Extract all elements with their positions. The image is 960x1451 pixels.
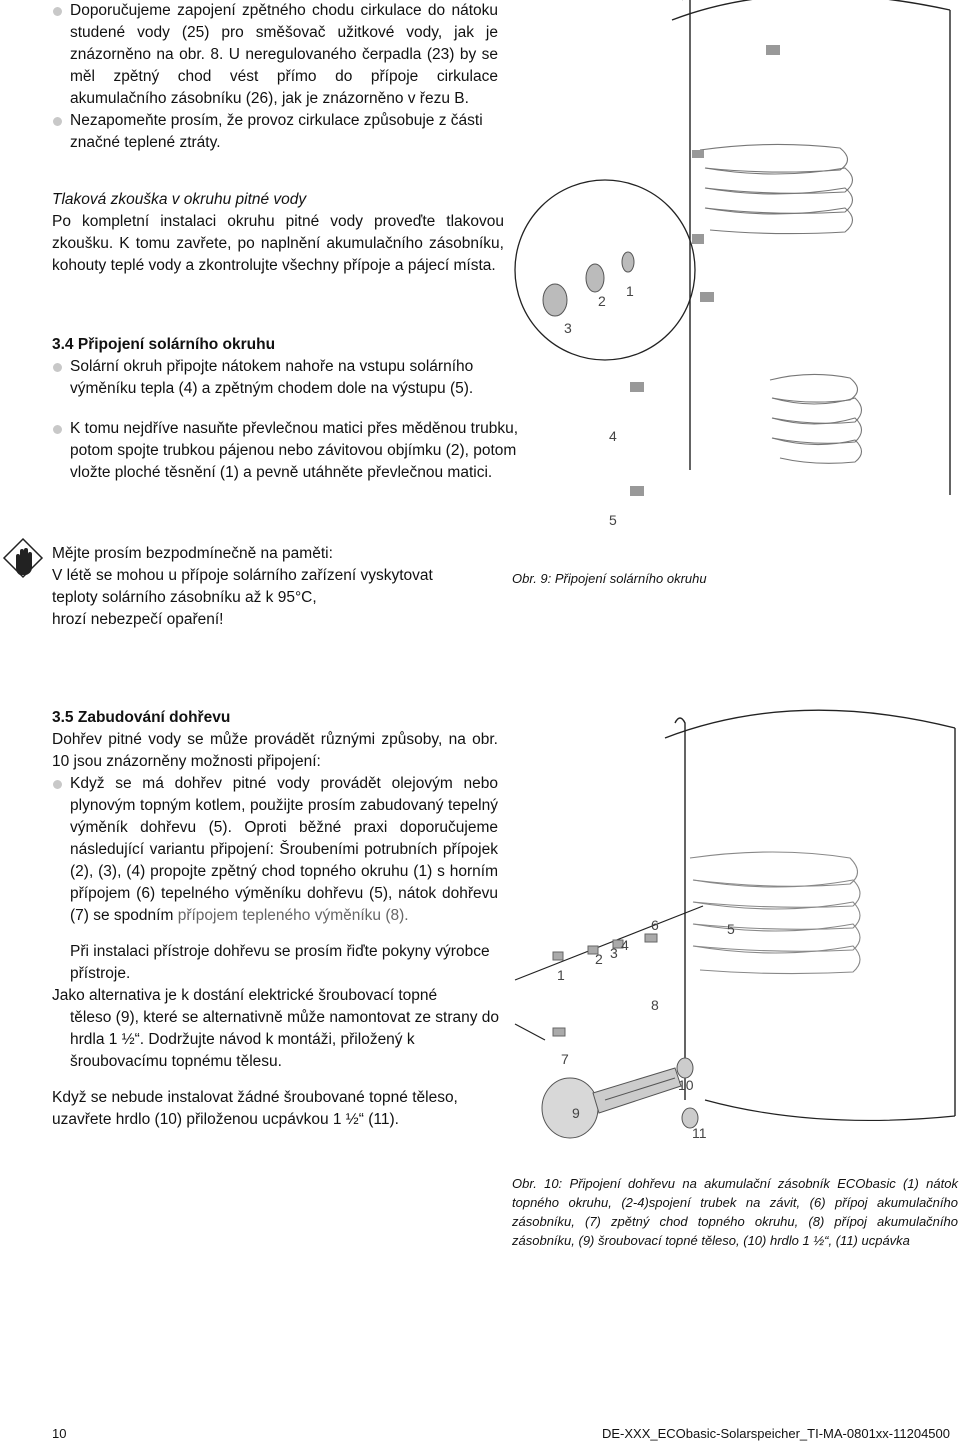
fig10-label-1: 1	[557, 967, 565, 983]
pressure-test-text: Po kompletní instalaci okruhu pitné vody proveďte tlakovou zkoušku. K tomu zavřete, po naplnění akumulačního zásobníku, kohouty teplé vody a zkontrolujte všechny přípoje a pájecí místa.	[52, 213, 504, 274]
cutaway-line-lower	[515, 1024, 545, 1040]
tank-outline-left	[682, 0, 690, 470]
fig10-label-7: 7	[561, 1051, 569, 1067]
tank-bottom	[705, 1100, 955, 1120]
fig10-label-11: 11	[692, 1125, 707, 1141]
hand-warning-icon	[2, 537, 44, 593]
fig10-label-4: 4	[621, 937, 629, 953]
fig9-label-2: 2	[598, 293, 606, 309]
flange-10	[677, 1058, 693, 1078]
section-3-5-title: Zabudování dohřevu	[77, 709, 231, 726]
heat-loss-bullet: Nezapomeňte prosím, že provoz cirkulace způsobuje z části značné teplené ztráty.	[52, 110, 490, 154]
document-id: DE-XXX_ECObasic-Solarspeicher_TI-MA-0801xx-11204500	[601, 1426, 950, 1441]
heater-coil	[690, 852, 860, 974]
fig10-label-5: 5	[727, 921, 735, 937]
fig10-label-2: 2	[595, 951, 603, 967]
warning-line-2: V létě se mohou u přípoje solárního zařízení vyskytovat teploty solárního zásobníku až k 95°C,	[52, 567, 433, 606]
fig10-label-9: 9	[572, 1105, 580, 1121]
solar-inlet-bullet: Solární okruh připojte nátokem nahoře na vstupu solárního výměníku tepla (4) a zpětným chodem dole na výstupu (5).	[52, 356, 498, 400]
tank-outline-left	[675, 718, 685, 1100]
fitting-parts	[543, 252, 634, 316]
section-3-5-intro: Dohřev pitné vody se může provádět různými způsoby, na obr. 10 jsou znázorněny možnosti připojení:	[52, 731, 498, 770]
figure-10-caption: Obr. 10: Připojení dohřevu na akumulační zásobník ECObasic (1) nátok topného okruhu, (2-4)spojení trubek na závit, (6) přípoj akumulačního zásobníku, (7) zpětný chod topného okruhu, (8) přípoj akumulačního zásobníku, (9) šroubovací topné těleso, (10) hrdlo 1 ½“, (11) ucpávka	[512, 1176, 958, 1248]
fig10-label-8: 8	[651, 997, 659, 1013]
heater-fittings	[553, 934, 657, 1036]
screw-in-heater	[542, 1068, 681, 1138]
section-3-4-number: 3.4	[52, 336, 74, 353]
page-number: 10	[52, 1426, 67, 1441]
warning-line-3: hrozí nebezpečí opaření!	[52, 611, 224, 628]
warning-line-1: Mějte prosím bezpodmínečně na paměti:	[52, 545, 333, 562]
fig10-label-10: 10	[678, 1077, 694, 1093]
tank-top	[672, 0, 950, 20]
fig9-label-5: 5	[609, 512, 617, 528]
alternative-text: těleso (9), které se alternativně může namontovat ze strany do hrdla 1 ½“. Dodržujte návod k montáži, přiložený k šroubovacímu topnému tělesu.	[70, 1009, 500, 1070]
figure-10-diagram	[505, 708, 960, 1150]
section-3-4-heading	[52, 334, 556, 356]
fig9-label-3: 3	[564, 320, 572, 336]
fig9-label-1: 1	[626, 283, 634, 299]
tank-coil	[700, 144, 862, 463]
section-3-4	[52, 334, 556, 484]
fig10-label-6: 6	[651, 917, 659, 933]
circulation-bullet: Doporučujeme zapojení zpětného chodu cirkulace do nátoku studené vody (25) pro směšovač užitkové vody, jak je znázorněno na obr. 8. U neregulovaného čerpadla (23) by se měl zpětný chod vést přímo do přípoje cirkulace akumulačního zásobníku (26), jak je znázorněno v řezu B.	[52, 0, 498, 110]
fig10-label-3: 3	[610, 945, 618, 961]
manufacturer-note: Při instalaci přístroje dohřevu se prosím řiďte pokyny výrobce přístroje.	[70, 943, 490, 982]
pressure-test-section	[52, 189, 504, 277]
coil-fittings	[630, 45, 780, 496]
fig9-label-4: 4	[609, 428, 617, 444]
section-3-5-number: 3.5	[52, 709, 74, 726]
union-nut-bullet: K tomu nejdříve nasuňte převlečnou matici přes měděnou trubku, potom spojte trubkou pájenou nebo závitovou objímku (2), potom vložte ploché těsnění (1) a pevně utáhněte převlečnou matici.	[52, 418, 556, 484]
alternative-line-1: Jako alternativa je k dostání elektrické šroubovací topné	[52, 987, 438, 1004]
section-3-4-title: Připojení solárního okruhu	[77, 336, 276, 353]
section-3-5	[52, 707, 498, 1131]
tank-top	[665, 710, 955, 738]
closing-text: Když se nebude instalovat žádné šroubované topné těleso, uzavřete hrdlo (10) přiloženou ucpávkou 1 ½“ (11).	[52, 1089, 458, 1128]
oil-gas-bullet-text: Když se má dohřev pitné vody provádět olejovým nebo plynovým topným kotlem, použijte prosím zabudovaný tepelný výměník dohřevu (5). Oproti běžné praxi doporučujeme následující variantu připojení: Šroubeními potrubních přípojek (2), (3), (4) propojte zpětný chod topného okruhu (1) s horním přípojem (6) tepelného výměníku dohřevu (5), nátok dohřevu (7) se spodním	[70, 775, 498, 924]
oil-gas-bullet	[52, 773, 498, 927]
cutaway-line	[515, 906, 703, 980]
top-section	[52, 0, 498, 154]
figure-9-caption: Obr. 9: Připojení solárního okruhu	[512, 571, 707, 586]
warning-box	[52, 543, 482, 631]
detail-circle	[515, 180, 695, 360]
section-3-5-heading	[52, 707, 498, 729]
pressure-test-title: Tlaková zkouška v okruhu pitné vody	[52, 191, 307, 208]
figure-9-diagram	[510, 0, 960, 560]
oil-gas-bullet-tail: přípojem tepleného výměníku (8).	[177, 907, 409, 924]
